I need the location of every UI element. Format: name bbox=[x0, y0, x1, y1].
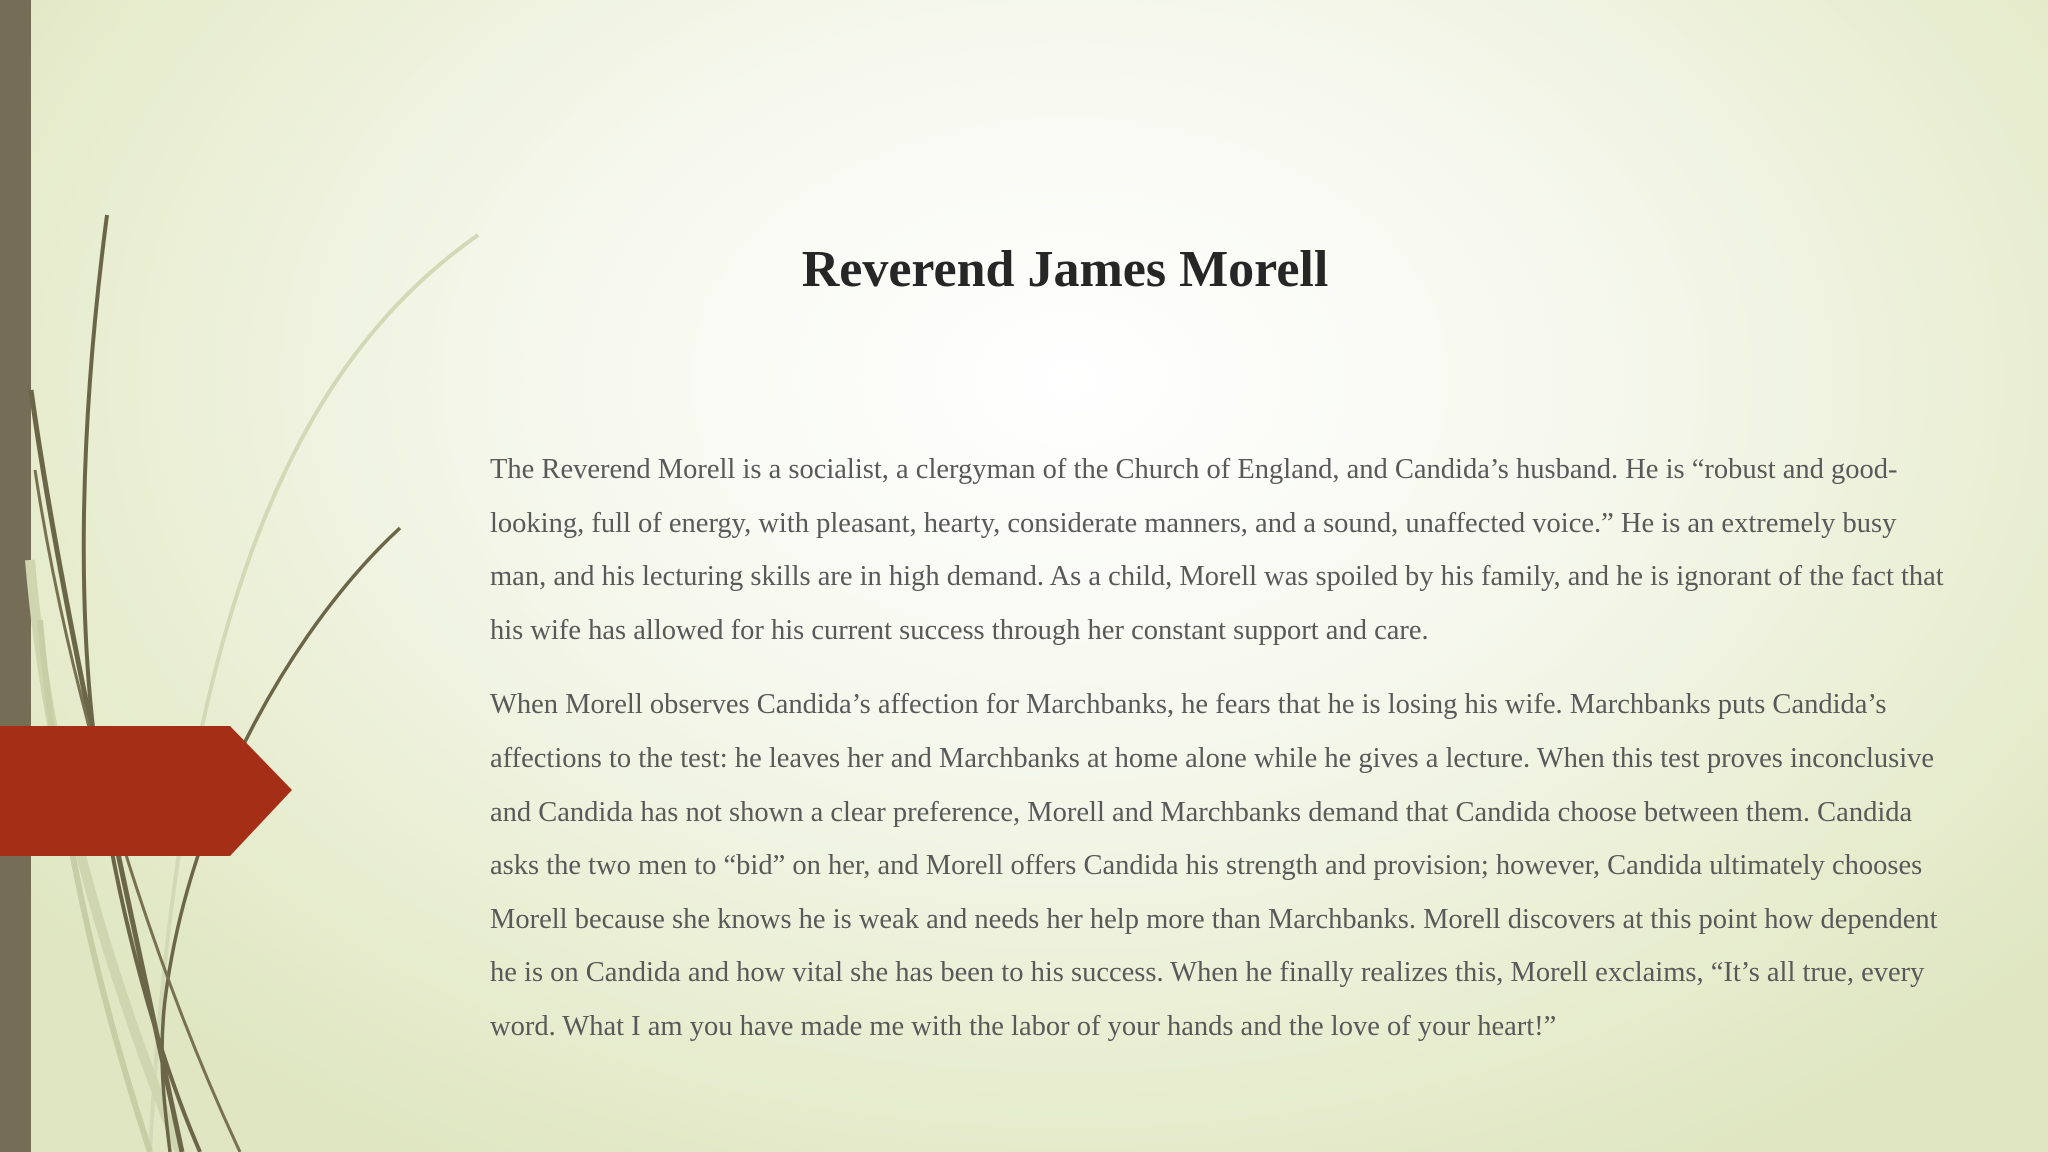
dark-stem-1 bbox=[84, 215, 200, 1152]
slide-title: Reverend James Morell bbox=[801, 241, 1329, 298]
paragraph-2: When Morell observes Candida’s affection for Marchbanks, he fears that he is losing his wife. Marchbanks puts Candida’s affections to the test: he leaves her and Marchbanks at home alone while he gives a lecture. When this test proves inconclusive and Candida has not shown a clear preference, Morell and Marchbanks demand that Candida choose between them. Candida asks the two men to “bid” on her, and Morell offers Candida his strength and provision; however, Candida ultimately chooses Morell because she knows he is weak and needs her help more than Marchbanks. Morell discovers at this point how dependent he is on Candida and how vital she has been to his success. When he finally realizes this, Morell exclaims, “It’s all true, every word. What I am you have made me with the labor of your hands and the love of your heart!” bbox=[490, 689, 1938, 1042]
paragraph-1: The Reverend Morell is a socialist, a clergyman of the Church of England, and Candida’s husband. He is “robust and good-looking, full of energy, with pleasant, hearty, considerate manners, and a sound, unaffected voice.” He is an extremely busy man, and his lecturing skills are in high demand. As a child, Morell was spoiled by his family, and he is ignorant of the fact that his wife has allowed for his current success through her constant support and care. bbox=[490, 454, 1944, 646]
red-pointer-tab bbox=[0, 726, 292, 856]
faint-stem-3 bbox=[40, 620, 150, 1152]
slide-body bbox=[490, 443, 1950, 1075]
faint-stem-1 bbox=[150, 235, 478, 1152]
